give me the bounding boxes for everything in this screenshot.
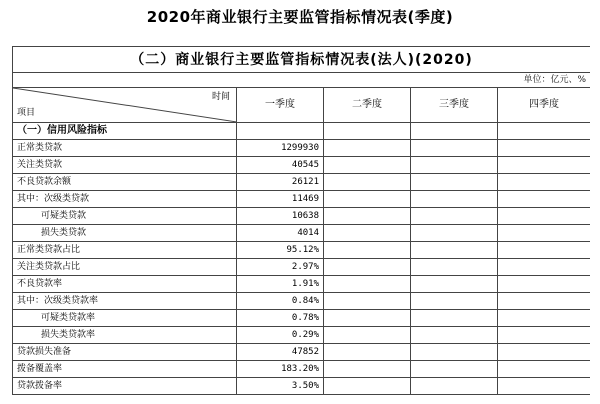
q4-value [498, 140, 591, 157]
q2-value [324, 191, 411, 208]
q4-value [498, 208, 591, 225]
row-label: 正常类贷款占比 [13, 242, 237, 259]
row-label: 贷款损失准备 [13, 344, 237, 361]
q3-value [411, 327, 498, 344]
row-label: 可疑类贷款 [13, 208, 237, 225]
q1-value: 10638 [237, 208, 324, 225]
section-empty-cell [237, 123, 324, 140]
q1-value: 183.20% [237, 361, 324, 378]
q1-value: 26121 [237, 174, 324, 191]
page-title: 2020年商业银行主要监管指标情况表(季度) [146, 8, 454, 26]
q2-value [324, 208, 411, 225]
table-row [13, 327, 591, 344]
q3-value [411, 242, 498, 259]
unit-row [13, 73, 591, 88]
q2-value [324, 378, 411, 395]
q1-value: 1299930 [237, 140, 324, 157]
q2-value [324, 293, 411, 310]
table-title: （二）商业银行主要监管指标情况表(法人)(2020) [13, 47, 591, 73]
q1-value: 40545 [237, 157, 324, 174]
section-row [13, 123, 591, 140]
header-q1: 一季度 [237, 88, 324, 123]
q3-value [411, 361, 498, 378]
row-label: 贷款拨备率 [13, 378, 237, 395]
q4-value [498, 310, 591, 327]
table-row [13, 361, 591, 378]
table-row [13, 378, 591, 395]
diagonal-divider [13, 88, 237, 122]
row-label: 不良贷款余额 [13, 174, 237, 191]
section-title: （一）信用风险指标 [13, 123, 237, 140]
q3-value [411, 276, 498, 293]
q3-value [411, 157, 498, 174]
table-title-row [13, 47, 591, 73]
table-row [13, 293, 591, 310]
indicator-table [12, 46, 590, 395]
section-empty-cell [324, 123, 411, 140]
row-label: 其中：次级类贷款率 [13, 293, 237, 310]
header-q3: 三季度 [411, 88, 498, 123]
section-empty-cell [498, 123, 591, 140]
q3-value [411, 293, 498, 310]
q1-value: 3.50% [237, 378, 324, 395]
q4-value [498, 157, 591, 174]
table-row [13, 310, 591, 327]
table-row [13, 174, 591, 191]
q1-value: 0.29% [237, 327, 324, 344]
unit-label: 单位：亿元、% [13, 73, 591, 88]
q4-value [498, 378, 591, 395]
table-row [13, 276, 591, 293]
q3-value [411, 225, 498, 242]
q3-value [411, 208, 498, 225]
q1-value: 1.91% [237, 276, 324, 293]
q3-value [411, 191, 498, 208]
table-row [13, 344, 591, 361]
header-item-label: 项目 [17, 108, 36, 118]
q1-value: 47852 [237, 344, 324, 361]
row-label: 损失类贷款率 [13, 327, 237, 344]
q4-value [498, 276, 591, 293]
q4-value [498, 344, 591, 361]
indicator-table-sheet [12, 46, 590, 404]
q2-value [324, 276, 411, 293]
q1-value: 4014 [237, 225, 324, 242]
q4-value [498, 259, 591, 276]
q1-value: 0.84% [237, 293, 324, 310]
q2-value [324, 225, 411, 242]
row-label: 不良贷款率 [13, 276, 237, 293]
table-row [13, 242, 591, 259]
q3-value [411, 378, 498, 395]
row-label: 可疑类贷款率 [13, 310, 237, 327]
q2-value [324, 310, 411, 327]
q4-value [498, 225, 591, 242]
table-row [13, 208, 591, 225]
q3-value [411, 310, 498, 327]
table-row [13, 157, 591, 174]
q2-value [324, 140, 411, 157]
q2-value [324, 344, 411, 361]
section-empty-cell [411, 123, 498, 140]
q1-value: 0.78% [237, 310, 324, 327]
q1-value: 95.12% [237, 242, 324, 259]
q3-value [411, 140, 498, 157]
q4-value [498, 242, 591, 259]
q2-value [324, 327, 411, 344]
q1-value: 11469 [237, 191, 324, 208]
table-row [13, 225, 591, 242]
row-label: 拨备覆盖率 [13, 361, 237, 378]
diagonal-header-cell [13, 88, 237, 123]
table-row [13, 259, 591, 276]
q1-value: 2.97% [237, 259, 324, 276]
q4-value [498, 191, 591, 208]
q4-value [498, 327, 591, 344]
q3-value [411, 259, 498, 276]
header-q2: 二季度 [324, 88, 411, 123]
q3-value [411, 174, 498, 191]
q3-value [411, 344, 498, 361]
q2-value [324, 157, 411, 174]
q2-value [324, 259, 411, 276]
q2-value [324, 174, 411, 191]
header-time-label: 时间 [211, 92, 230, 102]
q4-value [498, 293, 591, 310]
header-q4: 四季度 [498, 88, 591, 123]
q2-value [324, 361, 411, 378]
q2-value [324, 242, 411, 259]
row-label: 其中：次级类贷款 [13, 191, 237, 208]
header-row [13, 88, 591, 123]
row-label: 关注类贷款 [13, 157, 237, 174]
q4-value [498, 174, 591, 191]
row-label: 正常类贷款 [13, 140, 237, 157]
table-row [13, 140, 591, 157]
table-row [13, 191, 591, 208]
row-label: 关注类贷款占比 [13, 259, 237, 276]
q4-value [498, 361, 591, 378]
row-label: 损失类贷款 [13, 225, 237, 242]
